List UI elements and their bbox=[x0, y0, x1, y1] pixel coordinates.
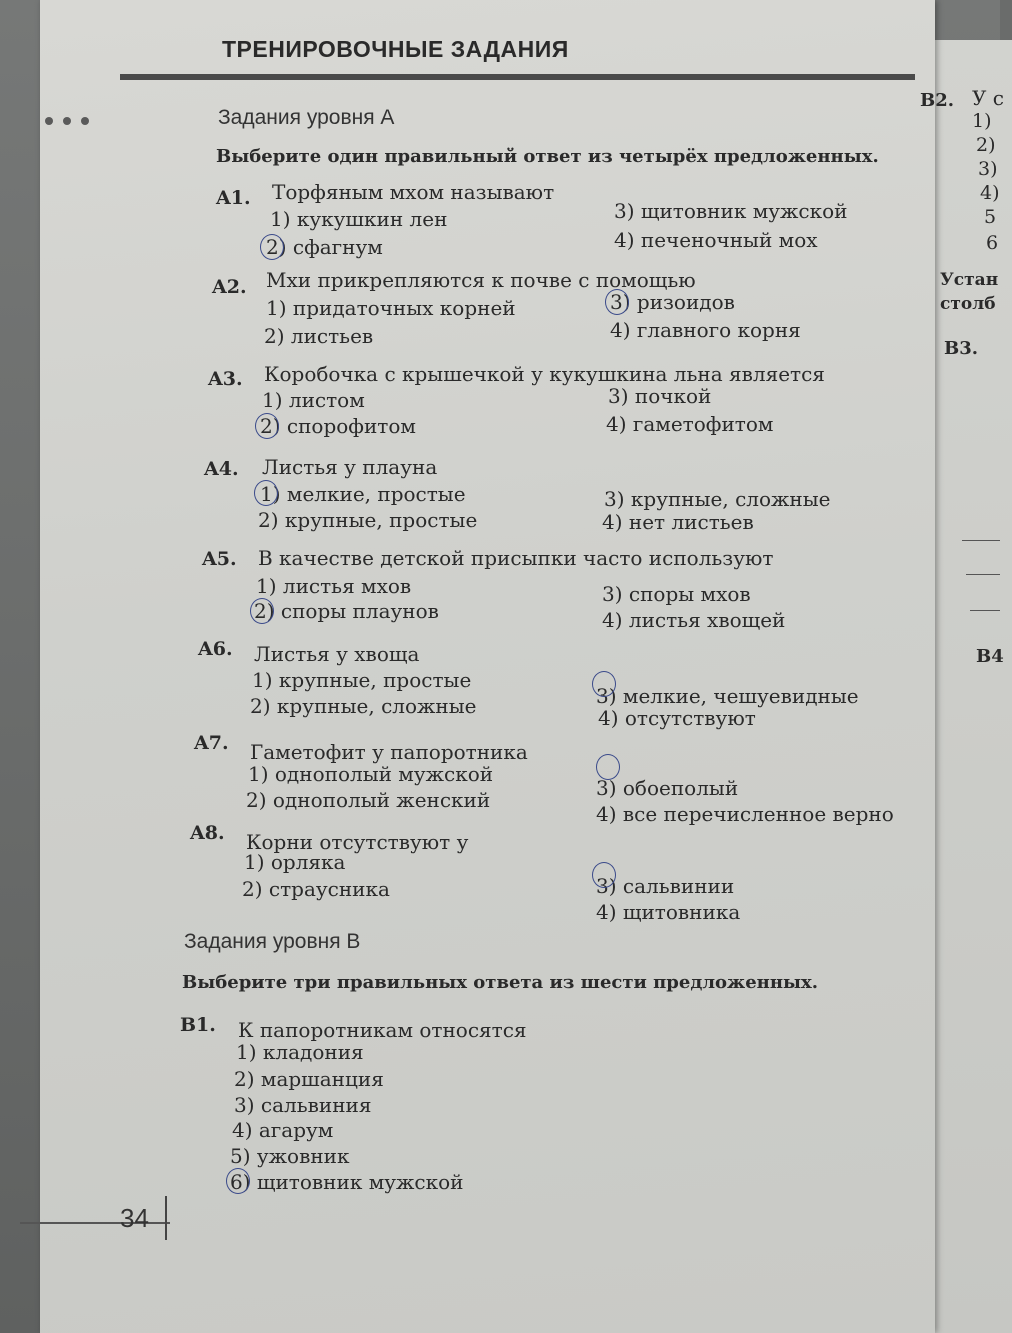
right-option: 5 bbox=[984, 206, 997, 228]
option: 1) кладония bbox=[236, 1040, 364, 1064]
decorative-dots bbox=[45, 112, 99, 130]
option: 1) мелкие, простые bbox=[260, 482, 466, 506]
option: 2) спорофитом bbox=[260, 414, 416, 438]
question-text: Торфяным мхом называют bbox=[272, 180, 555, 204]
option: 2) крупные, сложные bbox=[250, 694, 477, 718]
right-b4-number: B4 bbox=[976, 646, 1004, 667]
option: 2) страусника bbox=[242, 877, 390, 901]
answer-circle-mark bbox=[260, 234, 284, 260]
option: 4) печеночный мох bbox=[614, 228, 818, 252]
page-number: 34 bbox=[120, 1203, 149, 1233]
level-a-title: Задания уровня А bbox=[218, 106, 395, 129]
right-answer-line bbox=[962, 540, 1000, 541]
question-number: A2. bbox=[212, 276, 247, 298]
option: 2) споры плаунов bbox=[254, 599, 439, 623]
option: 3) крупные, сложные bbox=[604, 487, 831, 511]
question-text: В качестве детской присыпки часто используют bbox=[258, 546, 774, 570]
option: 3) сальвинии bbox=[596, 874, 735, 898]
option: 5) ужовник bbox=[230, 1144, 350, 1168]
option: 2) маршанция bbox=[234, 1067, 384, 1091]
option: 1) орляка bbox=[244, 850, 346, 874]
question-text: Листья у хвоща bbox=[254, 642, 420, 666]
question-number: A7. bbox=[194, 732, 229, 754]
right-option: 4) bbox=[980, 182, 1000, 204]
option: 2) листьев bbox=[264, 324, 374, 348]
right-answer-line bbox=[966, 574, 1000, 575]
option: 2) крупные, простые bbox=[258, 508, 478, 532]
answer-circle-mark bbox=[255, 413, 279, 439]
right-answer-line bbox=[970, 610, 1000, 611]
option: 3) почкой bbox=[608, 384, 712, 408]
right-option: 3) bbox=[978, 158, 998, 180]
option: 3) мелкие, чешуевидные bbox=[596, 684, 859, 708]
question-number: A8. bbox=[190, 822, 225, 844]
option: 3) обоеполый bbox=[596, 776, 739, 800]
option: 2) сфагнум bbox=[266, 235, 383, 259]
level-b-instruction: Выберите три правильных ответа из шести предложенных. bbox=[182, 972, 819, 993]
option: 3) щитовник мужской bbox=[614, 199, 848, 223]
option: 4) главного корня bbox=[610, 318, 801, 342]
option: 3) ризоидов bbox=[610, 290, 735, 314]
question-number: B1. bbox=[180, 1014, 216, 1036]
option: 2) однополый женский bbox=[246, 788, 491, 812]
answer-circle-mark bbox=[254, 480, 278, 506]
option: 1) однополый мужской bbox=[248, 762, 494, 786]
option: 4) нет листьев bbox=[602, 510, 754, 534]
option: 4) щитовника bbox=[596, 900, 741, 924]
question-text: Корни отсутствуют у bbox=[246, 830, 469, 854]
right-stolb-text: столб bbox=[940, 294, 996, 314]
answer-circle-mark bbox=[605, 289, 629, 315]
option: 1) листом bbox=[262, 388, 365, 412]
question-number: A4. bbox=[204, 458, 239, 480]
option: 4) все перечисленное верно bbox=[596, 802, 894, 826]
option: 4) гаметофитом bbox=[606, 412, 774, 436]
right-b2-number: B2. bbox=[920, 90, 955, 111]
answer-circle-mark bbox=[592, 862, 616, 888]
level-a-instruction: Выберите один правильный ответ из четырёх предложенных. bbox=[216, 146, 879, 167]
question-text: Листья у плауна bbox=[262, 455, 438, 479]
answer-circle-mark bbox=[226, 1168, 250, 1194]
option: 4) листья хвощей bbox=[602, 608, 786, 632]
question-number: A6. bbox=[198, 638, 233, 660]
question-text: Гаметофит у папоротника bbox=[250, 740, 528, 764]
answer-circle-mark bbox=[596, 754, 620, 780]
option: 1) листья мхов bbox=[256, 574, 412, 598]
level-b-title: Задания уровня В bbox=[184, 930, 361, 953]
option: 3) споры мхов bbox=[602, 582, 751, 606]
answer-circle-mark bbox=[250, 598, 274, 624]
question-text: К папоротникам относятся bbox=[238, 1018, 527, 1042]
option: 1) придаточных корней bbox=[266, 296, 516, 320]
page-number-rule bbox=[165, 1196, 167, 1240]
question-text: Мхи прикрепляются к почве с помощью bbox=[266, 268, 696, 292]
option: 6) щитовник мужской bbox=[230, 1170, 464, 1194]
right-ustan-text: Устан bbox=[940, 270, 999, 290]
answer-circle-mark bbox=[592, 671, 616, 697]
right-b3-number: B3. bbox=[944, 338, 979, 359]
right-option: 6 bbox=[986, 232, 999, 254]
right-b2-text: У с bbox=[972, 86, 1005, 110]
question-number: A3. bbox=[208, 368, 243, 390]
option: 3) сальвиния bbox=[234, 1093, 372, 1117]
question-number: A1. bbox=[216, 187, 251, 209]
option: 1) кукушкин лен bbox=[270, 207, 448, 231]
option: 4) отсутствуют bbox=[598, 706, 756, 730]
page-title: ТРЕНИРОВОЧНЫЕ ЗАДАНИЯ bbox=[222, 36, 569, 62]
option: 1) крупные, простые bbox=[252, 668, 472, 692]
question-number: A5. bbox=[202, 548, 237, 570]
option: 4) агарум bbox=[232, 1118, 334, 1142]
header-rule bbox=[120, 74, 915, 80]
right-option: 1) bbox=[972, 110, 992, 132]
right-option: 2) bbox=[976, 134, 996, 156]
question-text: Коробочка с крышечкой у кукушкина льна является bbox=[264, 362, 825, 386]
